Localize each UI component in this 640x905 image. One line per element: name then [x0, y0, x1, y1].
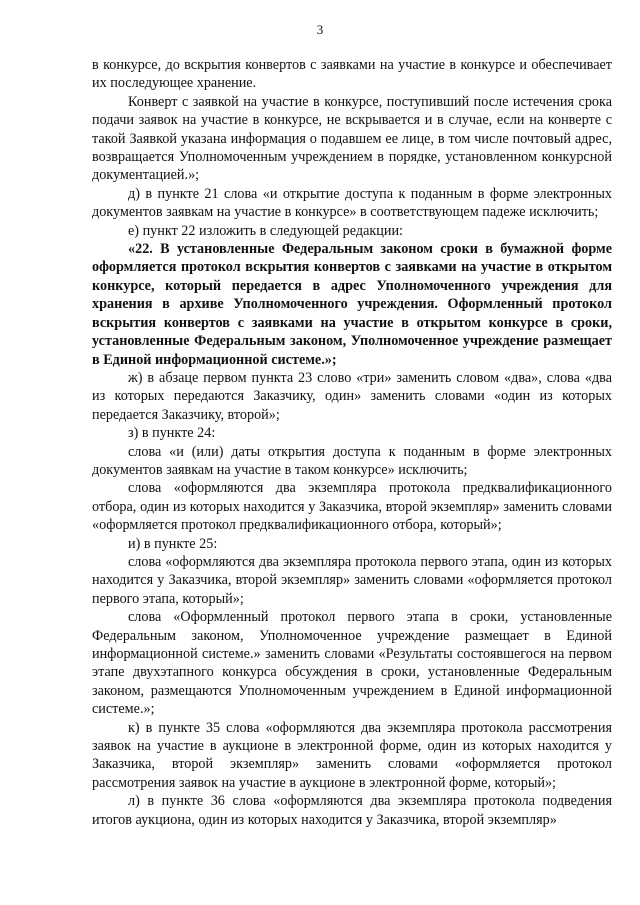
paragraph-11: слова «оформляются два экземпляра протокола первого этапа, один из которых находится у Заказчика, второй экземпляр» заменить словами «оформляется протокол первого этапа, который»;: [92, 553, 612, 607]
paragraph-7: з) в пункте 24:: [128, 425, 216, 442]
paragraph-8: слова «и (или) даты открытия доступа к поданным в форме электронных документов заявкам на участие в таком конкурсе» исключить;: [92, 443, 612, 478]
document-body: [92, 56, 612, 829]
paragraph-5: «22. В установленные Федеральным законом сроки в бумажной форме оформляется протокол вскрытия конвертов с заявками на участие в открытом конкурсе, который передается в адрес Уполномоченного учреждения для хранения в архиве Уполномоченного учреждения. Оформленный протокол вскрытия конвертов с заявками на участие в открытом конкурсе в сроки, установленные Федеральным законом, Уполномоченное учреждение размещает в Единой информационной системе.»;: [92, 241, 612, 368]
paragraph-4: е) пункт 22 изложить в следующей редакции:: [128, 222, 403, 239]
paragraph-10: и) в пункте 25:: [128, 535, 218, 552]
paragraph-14: л) в пункте 36 слова «оформляются два экземпляра протокола подведения итогов аукциона, один из которых находится у Заказчика, второй экземпляр»: [92, 793, 612, 828]
paragraph-13: к) в пункте 35 слова «оформляются два экземпляра протокола рассмотрения заявок на участие в аукционе в электронной форме, один из которых находится у Заказчика, второй экземпляр» заменить словами «оформляется протокол рассмотрения заявок на участие в аукционе в электронной форме, который»;: [92, 719, 612, 791]
paragraph-6: ж) в абзаце первом пункта 23 слово «три» заменить словом «два», слова «два из которых передаются Заказчику, один» заменить словами «один из которых передается Заказчику, второй»;: [92, 369, 612, 423]
paragraph-12: слова «Оформленный протокол первого этапа в сроки, установленные Федеральным законом, Уполномоченное учреждение размещает в Единой информационной системе.» заменить словами «Результаты состоявшегося на первом этапе двухэтапного конкурса обсуждения в сроки, установленные Федеральным законом, размещаются Уполномоченным учреждением в Единой информационной системе.»;: [92, 609, 612, 718]
page-number: 3: [316, 22, 324, 37]
paragraph-9: слова «оформляются два экземпляра протокола предквалификационного отбора, один из которых находится у Заказчика, второй экземпляр» заменить словами «оформляется протокол предквалификационного отбора, который»;: [92, 480, 612, 534]
paragraph-3: д) в пункте 21 слова «и открытие доступа к поданным в форме электронных документов заявкам на участие в конкурсе» в соответствующем падеже исключить;: [92, 185, 612, 221]
paragraph-2: Конверт с заявкой на участие в конкурсе, поступивший после истечения срока подачи заявок на участие в конкурсе, не вскрывается и в случае, если на конверте с такой Заявкой указана информация о подавшем ее лице, в том числе почтовый адрес, возвращается Уполномоченным учреждением в порядке, установленном конкурсной документацией.»;: [92, 93, 612, 184]
paragraph-1: в конкурсе, до вскрытия конвертов с заявками на участие в конкурсе и обеспечивает их последующее хранение.: [92, 57, 612, 92]
